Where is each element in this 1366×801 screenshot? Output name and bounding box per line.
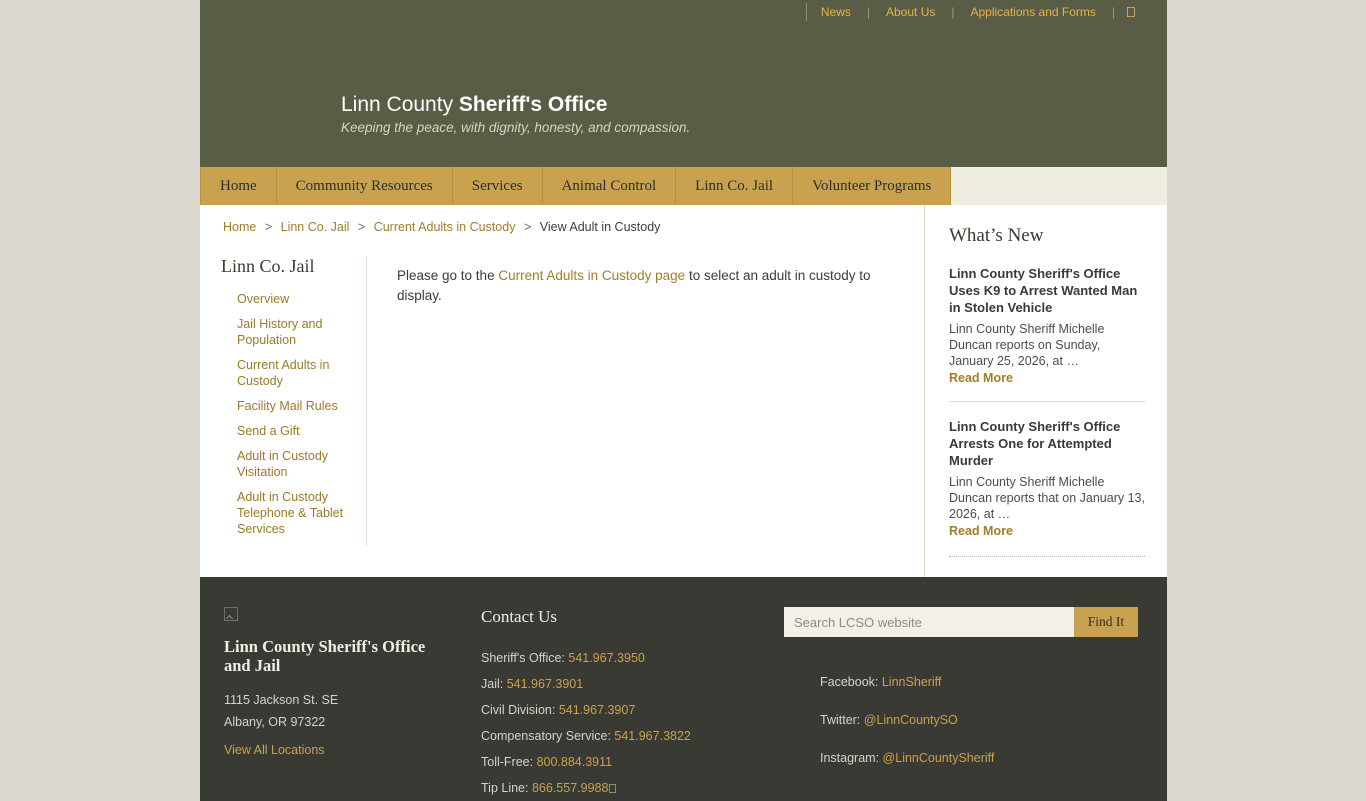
search-input[interactable]: [784, 607, 1074, 637]
main-navigation: [200, 167, 1167, 205]
current-adults-in-custody-link[interactable]: Current Adults in Custody page: [498, 268, 686, 283]
sidebar-item-send-a-gift[interactable]: Send a Gift: [237, 424, 300, 438]
breadcrumb-item-current-adults-in-custody[interactable]: Current Adults in Custody: [373, 220, 516, 234]
sidebar-item-facility-mail-rules[interactable]: Facility Mail Rules: [237, 399, 338, 413]
site-title-light: Linn County: [341, 93, 459, 116]
contact-phone-sheriffs-office[interactable]: 541.967.3950: [568, 651, 645, 665]
address-line-2: Albany, OR 97322: [224, 715, 326, 729]
message-before: Please go to the: [397, 268, 499, 283]
main-content: [366, 256, 924, 546]
list-item: [221, 291, 366, 307]
breadcrumb-separator: >: [523, 220, 532, 234]
news-title[interactable]: Linn County Sheriff's Office Uses K9 to Arrest Wanted Man in Stolen Vehicle: [949, 266, 1138, 315]
site-title-bold: Sheriff's Office: [458, 93, 608, 116]
contact-row: [481, 775, 760, 801]
news-excerpt: Linn County Sheriff Michelle Duncan reports on Sunday, January 25, 2026, at …: [949, 322, 1105, 368]
page-body: [200, 205, 1167, 577]
list-item: [221, 316, 366, 348]
main-nav-items: [200, 167, 951, 205]
sidebar-item-jail-history-and-population[interactable]: Jail History and Population: [237, 317, 323, 347]
social-icon[interactable]: [1127, 7, 1135, 17]
phone-icon: [609, 784, 616, 793]
message-after: to select an adult in custody to display.: [397, 268, 871, 303]
list-item: [221, 423, 366, 439]
contact-label: Compensatory Service:: [481, 729, 611, 743]
footer-contact-column: [440, 607, 760, 801]
contact-label: Tip Line:: [481, 781, 529, 795]
sidebar-item-current-adults-in-custody[interactable]: Current Adults in Custody: [237, 358, 330, 388]
news-title[interactable]: Linn County Sheriff's Office Arrests One for Attempted Murder: [949, 419, 1121, 468]
contact-label: Jail:: [481, 677, 504, 691]
contact-row: [481, 697, 760, 723]
sidebar-list: [221, 291, 366, 537]
search-form: [784, 607, 1143, 637]
contact-row: [481, 723, 760, 749]
list-item: [949, 265, 1145, 401]
list-item: [949, 418, 1145, 554]
view-all-locations-link[interactable]: View All Locations: [224, 743, 325, 757]
footer-org-column: [200, 607, 440, 801]
contact-us-title: Contact Us: [481, 607, 558, 626]
divider: [949, 401, 1145, 402]
whats-new-title: What’s New: [949, 225, 1044, 246]
page-title: [341, 93, 607, 117]
social-row-instagram: [784, 739, 1143, 777]
breadcrumb-separator: >: [264, 220, 273, 234]
contact-row: [481, 645, 760, 671]
content-columns: [200, 234, 924, 546]
nav-item-volunteer-programs[interactable]: Volunteer Programs: [793, 167, 951, 205]
breadcrumb-item-view-adult-in-custody: View Adult in Custody: [539, 220, 661, 234]
site-footer: [200, 577, 1167, 801]
contact-phone-tip-line[interactable]: 866.557.9988: [531, 781, 609, 795]
contact-label: Sheriff's Office:: [481, 651, 565, 665]
site-header: [200, 24, 1167, 167]
read-more-link[interactable]: Read More: [949, 371, 1013, 385]
contact-label: Civil Division:: [481, 703, 556, 717]
contact-phone-jail[interactable]: 541.967.3901: [506, 677, 584, 691]
contact-phone-compensatory-service[interactable]: 541.967.3822: [614, 729, 691, 743]
social-label-twitter: Twitter:: [820, 713, 861, 727]
topnav-separator-1: |: [866, 5, 870, 19]
footer-org-name: Linn County Sheriff's Office and Jail: [224, 637, 426, 675]
footer-search-social-column: [760, 607, 1167, 801]
sidebar-item-adult-in-custody-visitation[interactable]: Adult in Custody Visitation: [237, 449, 329, 479]
site-tagline: Keeping the peace, with dignity, honesty, and compassion.: [341, 120, 691, 135]
footer-address: [224, 689, 440, 733]
whats-new-panel: [924, 205, 1167, 577]
facebook-link[interactable]: LinnSheriff: [881, 675, 942, 689]
contact-label: Toll-Free:: [481, 755, 534, 769]
topnav-item-applications-and-forms[interactable]: Applications and Forms: [970, 5, 1096, 19]
nav-item-linn-co-jail[interactable]: Linn Co. Jail: [676, 167, 793, 205]
find-it-button[interactable]: Find It: [1074, 607, 1138, 637]
social-row-twitter: [784, 701, 1143, 739]
list-item: [221, 357, 366, 389]
content-area: [200, 205, 924, 577]
twitter-link[interactable]: @LinnCountySO: [863, 713, 958, 727]
list-item: [221, 398, 366, 414]
contact-phone-civil-division[interactable]: 541.967.3907: [558, 703, 636, 717]
nav-item-services[interactable]: Services: [453, 167, 543, 205]
read-more-link[interactable]: Read More: [949, 524, 1013, 538]
instruction-message: [397, 266, 900, 306]
social-label-facebook: Facebook:: [820, 675, 879, 689]
contact-row: [481, 749, 760, 775]
contact-phone-toll-free[interactable]: 800.884.3911: [536, 755, 613, 769]
site-container: [200, 0, 1167, 801]
instagram-link[interactable]: @LinnCountySheriff: [882, 751, 995, 765]
nav-item-animal-control[interactable]: Animal Control: [543, 167, 677, 205]
utility-navbar: [200, 0, 1167, 24]
sidebar-title: Linn Co. Jail: [221, 256, 315, 276]
topnav-separator-3: |: [1111, 5, 1115, 19]
sidebar-item-adult-in-custody-telephone-tablet-services[interactable]: Adult in Custody Telephone & Tablet Services: [237, 490, 344, 536]
logo-image-icon: [224, 607, 238, 621]
social-row-facebook: [784, 663, 1143, 701]
address-line-1: 1115 Jackson St. SE: [224, 693, 339, 707]
nav-item-home[interactable]: Home: [200, 167, 277, 205]
divider: [949, 556, 1145, 557]
topnav-item-about-us[interactable]: About Us: [886, 5, 936, 19]
breadcrumb-item-linn-co-jail[interactable]: Linn Co. Jail: [280, 220, 350, 234]
section-sidebar: [200, 256, 366, 546]
social-label-instagram: Instagram:: [820, 751, 880, 765]
topnav-separator-2: |: [951, 5, 955, 19]
nav-item-community-resources[interactable]: Community Resources: [277, 167, 453, 205]
breadcrumb-item-home[interactable]: Home: [223, 220, 257, 234]
topnav-item-news[interactable]: News: [820, 5, 851, 19]
breadcrumb: [200, 205, 924, 234]
news-excerpt: Linn County Sheriff Michelle Duncan reports that on January 13, 2026, at …: [949, 475, 1145, 521]
list-item: [221, 448, 366, 480]
contact-row: [481, 671, 760, 697]
list-item: [221, 489, 366, 537]
breadcrumb-separator: >: [357, 220, 366, 234]
sidebar-item-overview[interactable]: Overview: [237, 292, 290, 306]
